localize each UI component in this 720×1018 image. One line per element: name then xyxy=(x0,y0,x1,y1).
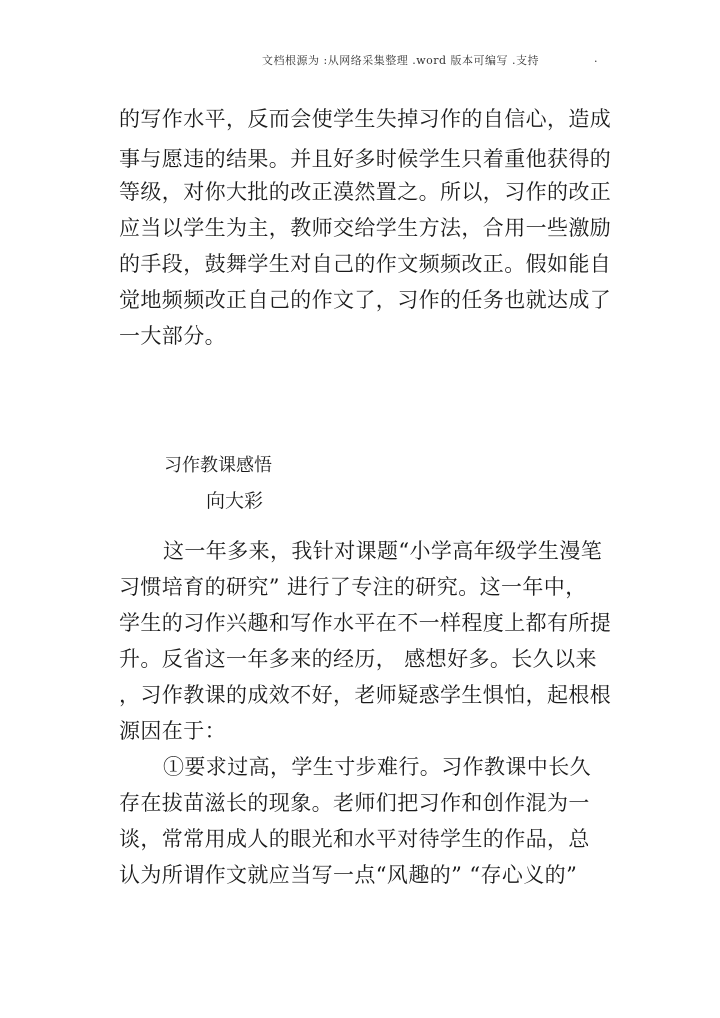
paragraph-line: 觉地频频改正自己的作文了，习作的任务也就达成了 xyxy=(119,288,612,312)
page-header: 文档根源为 :从网络采集整理 .word 版本可编写 .支持 xyxy=(262,54,540,67)
paragraph-line: 认为所谓作文就应当写一点“风趣的” “存心义的” xyxy=(119,863,578,887)
paragraph-line: 存在拔苗滋长的现象。老师们把习作和创作混为一 xyxy=(119,791,590,815)
paragraph-line: 谈，常常用成人的眼光和水平对待学生的作品，总 xyxy=(119,827,590,851)
paragraph-line: ①要求过高，学生寸步难行。习作教课中长久 xyxy=(163,755,591,779)
paragraph-line: ，习作教课的成效不好，老师疑惑学生惧怕，起根根 xyxy=(119,683,612,707)
paragraph-line: 这一年多来，我针对课题“小学高年级学生漫笔 xyxy=(163,539,603,563)
paragraph-line: 源因在于： xyxy=(119,719,226,743)
article-title: 习作教课感悟 xyxy=(164,455,272,476)
paragraph-line: 的写作水平，反而会使学生失掉习作的自信心，造成 xyxy=(119,107,612,131)
paragraph-line: 事与愿违的结果。并且好多时候学生只着重他获得的 xyxy=(119,147,612,171)
paragraph-line: 学生的习作兴趣和写作水平在不一样程度上都有所提 xyxy=(119,611,612,635)
paragraph-line: 等级，对你大批的改正漠然置之。所以，习作的改正 xyxy=(119,180,612,204)
paragraph-line: 升。反省这一年多来的经历， 感想好多。长久以来 xyxy=(119,647,597,671)
article-author: 向大彩 xyxy=(206,490,264,512)
paragraph-line: 的手段，鼓舞学生对自己的作文频频改正。假如能自 xyxy=(119,252,612,276)
paragraph-line: 应当以学生为主，教师交给学生方法，合用一些激励 xyxy=(119,216,612,240)
page-header-dot: . xyxy=(594,52,598,65)
paragraph-line: 习惯培育的研究” 进行了专注的研究。这一年中， xyxy=(119,575,587,599)
paragraph-line: 一大部分。 xyxy=(119,324,226,348)
